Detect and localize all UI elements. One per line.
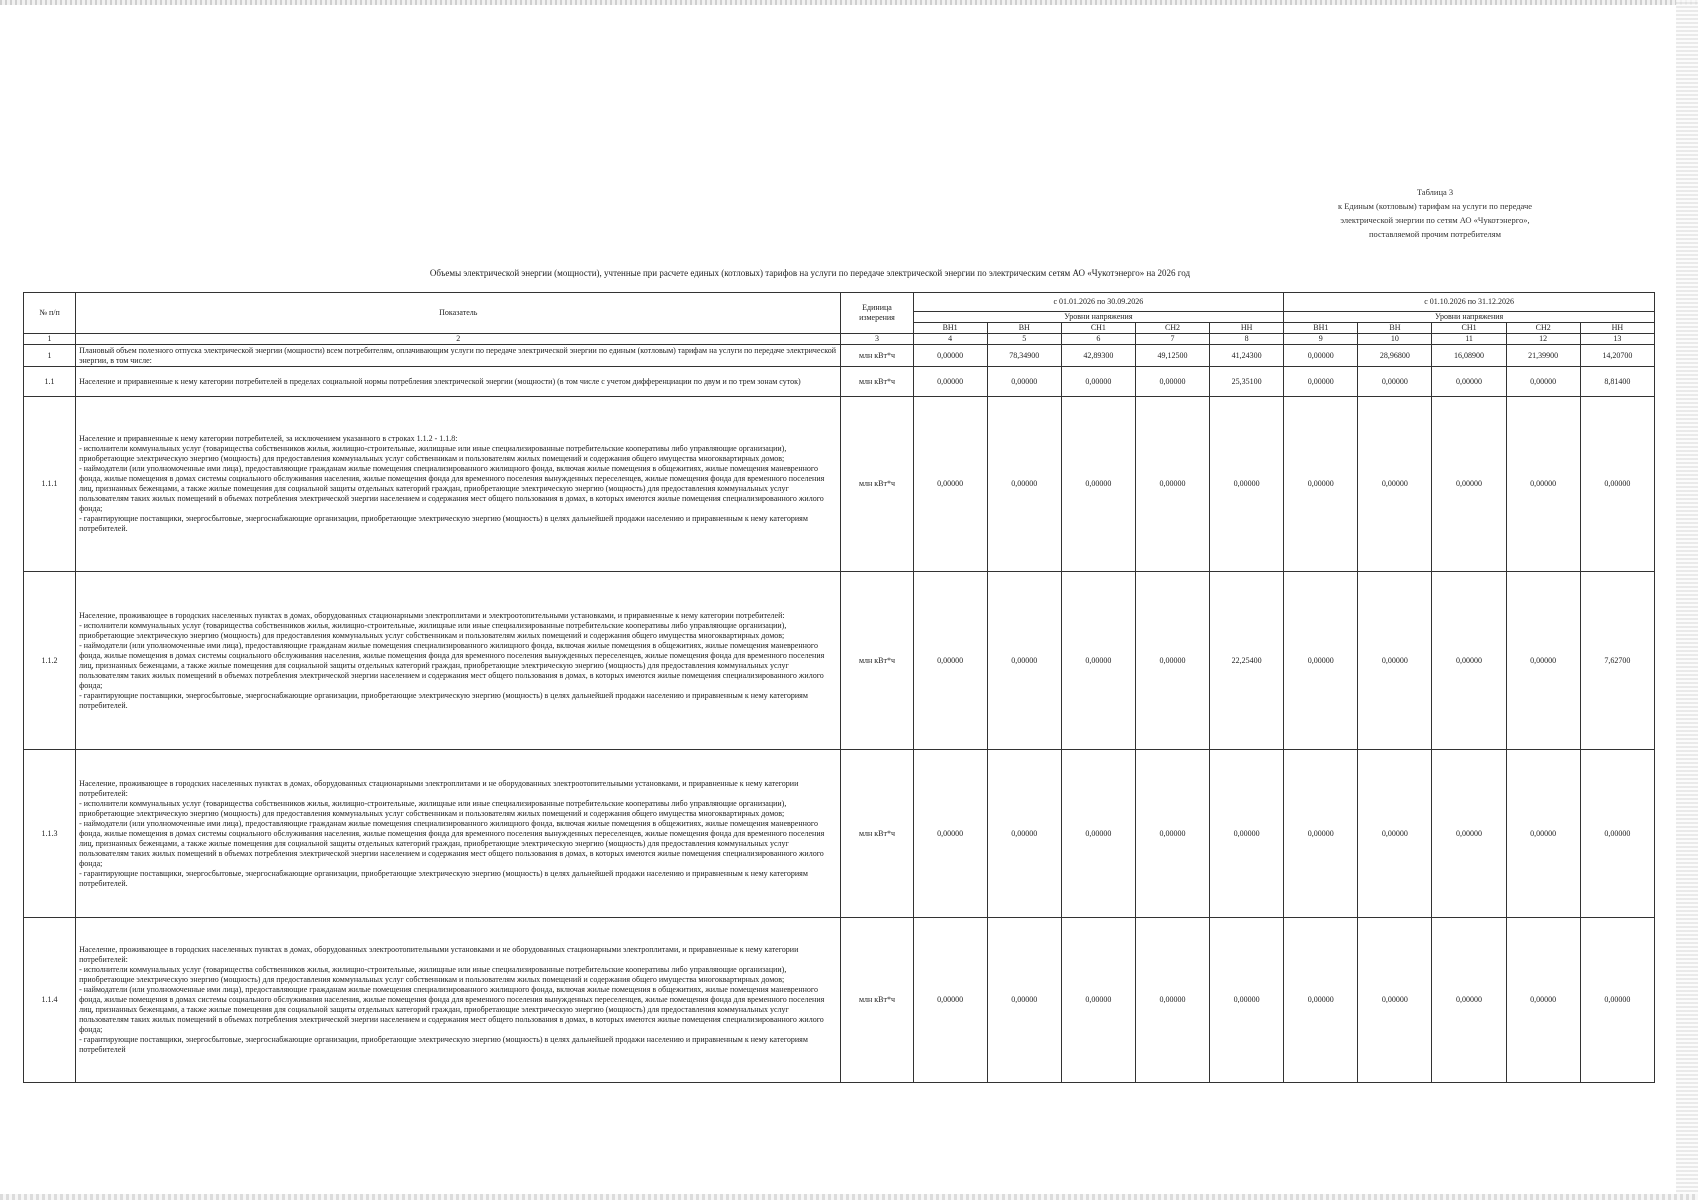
value-cell: 0,00000: [1506, 750, 1580, 918]
column-index: 1: [24, 334, 76, 345]
voltage-header: ВН: [987, 323, 1061, 334]
value-cell: 0,00000: [1284, 750, 1358, 918]
voltage-header: НН: [1210, 323, 1284, 334]
row-indicator: [76, 750, 841, 918]
value-cell: 0,00000: [987, 397, 1061, 572]
table-row: [24, 397, 1655, 572]
value-cell: 0,00000: [1135, 750, 1209, 918]
value-cell: 0,00000: [913, 345, 987, 367]
value-cell: 0,00000: [1506, 397, 1580, 572]
header-indicator: Показатель: [76, 293, 841, 334]
column-index: 13: [1580, 334, 1654, 345]
value-cell: 0,00000: [1210, 918, 1284, 1083]
header-levels-2: Уровни напряжения: [1284, 312, 1655, 323]
table-caption: [1290, 185, 1580, 241]
value-cell: 0,00000: [1284, 345, 1358, 367]
row-number: 1.1: [24, 367, 76, 397]
table-row: [24, 345, 1655, 367]
column-index: 12: [1506, 334, 1580, 345]
value-cell: 78,34900: [987, 345, 1061, 367]
indicator-paragraph: - гарантирующие поставщики, энергосбытовые, энергоснабжающие организации, приобретающие электрическую энергию (мощность) в целях дальнейшей продажи населению и приравненным к нему категориям потребителей.: [79, 868, 808, 888]
document-title: Объемы электрической энергии (мощности), учтенные при расчете единых (котловых) тарифов на услуги по передаче электрической энергии по электрическим сетям АО «Чукотэнерго» на 2026 год: [429, 268, 1191, 278]
row-unit: млн кВт*ч: [841, 367, 913, 397]
indicator-paragraph: - гарантирующие поставщики, энергосбытовые, энергоснабжающие организации, приобретающие электрическую энергию (мощность) в целях дальнейшей продажи населению и приравненным к нему категориям потребителей: [79, 1035, 808, 1054]
value-cell: 22,25400: [1210, 572, 1284, 750]
table-header: [24, 293, 1655, 345]
value-cell: 0,00000: [1210, 397, 1284, 572]
value-cell: 16,08900: [1432, 345, 1506, 367]
caption-line: Таблица 3: [1416, 187, 1454, 197]
caption-line: электрической энергии по сетям АО «Чукотэнерго»,: [1340, 215, 1530, 225]
value-cell: 28,96800: [1358, 345, 1432, 367]
value-cell: 42,89300: [1061, 345, 1135, 367]
voltage-header: НН: [1580, 323, 1654, 334]
value-cell: 0,00000: [1580, 918, 1654, 1083]
row-indicator: [76, 345, 841, 367]
value-cell: 0,00000: [1506, 367, 1580, 397]
voltage-header: СН1: [1432, 323, 1506, 334]
column-index-row: [24, 334, 1655, 345]
column-index: 6: [1061, 334, 1135, 345]
voltage-header: ВН1: [1284, 323, 1358, 334]
column-index: 4: [913, 334, 987, 345]
column-index: 11: [1432, 334, 1506, 345]
indicator-paragraph: - исполнители коммунальных услуг (товарищества собственников жилья, жилищно-строительные, жилищные или иные специализированные потребительские кооперативы либо управляющие организации), приобретающие электрическую энергию (мощность) для предоставления коммунальных услуг собственникам и пользователям жилых помещений и содержания общего имущества многоквартирных домов;: [79, 444, 787, 463]
row-indicator: [76, 572, 841, 750]
indicator-paragraph: Население, проживающее в городских населенных пунктах в домах, оборудованных электроотопительными установками и не оборудованных стационарными электроплитами, и приравненные к нему категории потребителей:: [79, 945, 799, 964]
indicator-paragraph: - гарантирующие поставщики, энергосбытовые, энергоснабжающие организации, приобретающие электрическую энергию (мощность) в целях дальнейшей продажи населению и приравненным к нему категориям потребителей.: [79, 690, 808, 710]
value-cell: 0,00000: [1061, 918, 1135, 1083]
indicator-paragraph: - гарантирующие поставщики, энергосбытовые, энергоснабжающие организации, приобретающие электрическую энергию (мощность) в целях дальнейшей продажи населению и приравненным к нему категориям потребителей.: [79, 514, 808, 533]
value-cell: 0,00000: [987, 572, 1061, 750]
header-levels-1: Уровни напряжения: [913, 312, 1284, 323]
value-cell: 0,00000: [1284, 572, 1358, 750]
value-cell: 0,00000: [1506, 572, 1580, 750]
column-index: 8: [1210, 334, 1284, 345]
value-cell: 0,00000: [1358, 750, 1432, 918]
value-cell: 7,62700: [1580, 572, 1654, 750]
table-row: [24, 918, 1655, 1083]
row-number: 1.1.4: [24, 918, 76, 1083]
value-cell: 0,00000: [1432, 918, 1506, 1083]
value-cell: 0,00000: [913, 397, 987, 572]
value-cell: 21,39900: [1506, 345, 1580, 367]
value-cell: 0,00000: [913, 367, 987, 397]
value-cell: 0,00000: [1061, 572, 1135, 750]
column-index: 7: [1135, 334, 1209, 345]
value-cell: 0,00000: [1284, 397, 1358, 572]
indicator-paragraph: - исполнители коммунальных услуг (товарищества собственников жилья, жилищно-строительные, жилищные или иные специализированные потребительские кооперативы либо управляющие организации), приобретающие электрическую энергию (мощность) для предоставления коммунальных услуг собственникам и пользователям жилых помещений и содержания общего имущества многоквартирных домов;: [79, 620, 787, 640]
voltage-header: ВН1: [913, 323, 987, 334]
header-unit: Единица измерения: [841, 293, 913, 334]
value-cell: 0,00000: [1135, 572, 1209, 750]
row-indicator: [76, 918, 841, 1083]
table-body: [24, 345, 1655, 1083]
indicator-paragraph: Население и приравненные к нему категории потребителей в пределах социальной нормы потребления электрической энергии (мощности) (в том числе с учетом дифференциации по двум и по трем зонам суток): [79, 376, 801, 386]
value-cell: 0,00000: [1358, 572, 1432, 750]
row-number: 1.1.1: [24, 397, 76, 572]
table-row: [24, 750, 1655, 918]
row-number: 1.1.2: [24, 572, 76, 750]
indicator-paragraph: Население, проживающее в городских населенных пунктах в домах, оборудованных стационарными электроплитами и электроотопительными установками, и приравненные к нему категории потребителей:: [79, 610, 785, 620]
voltage-header: СН2: [1506, 323, 1580, 334]
value-cell: 0,00000: [1358, 397, 1432, 572]
value-cell: 25,35100: [1210, 367, 1284, 397]
header-period-2: с 01.10.2026 по 31.12.2026: [1284, 293, 1655, 312]
header-num: № п/п: [24, 293, 76, 334]
volumes-table: [23, 292, 1655, 1083]
header-period-1: с 01.01.2026 по 30.09.2026: [913, 293, 1284, 312]
value-cell: 0,00000: [913, 918, 987, 1083]
column-index: 9: [1284, 334, 1358, 345]
value-cell: 0,00000: [1284, 918, 1358, 1083]
value-cell: 0,00000: [987, 918, 1061, 1083]
value-cell: 0,00000: [1432, 397, 1506, 572]
value-cell: 0,00000: [1432, 750, 1506, 918]
indicator-paragraph: - наймодатели (или уполномоченные ими лица), предоставляющие гражданам жилые помещения специализированного жилищного фонда, включая жилые помещения в общежитиях, жилые помещения маневренного фонда, жилые помещения в домах системы социального обслуживания населения, жилые помещения фонда для временного поселения вынужденных переселенцев, жилые помещения фонда для временного поселения лиц, признанных беженцами, а также жилые помещения для социальной защиты отдельных категорий граждан, приобретающие электрическую энергию (мощность) для предоставления коммунальных услуг пользователям таких жилых помещений в объемах потребления электрической энергии населением и содержания мест общего пользования в домах, в которых имеются жилые помещения специализированного жилого фонда;: [79, 640, 825, 690]
indicator-paragraph: - исполнители коммунальных услуг (товарищества собственников жилья, жилищно-строительные, жилищные или иные специализированные потребительские кооперативы либо управляющие организации), приобретающие электрическую энергию (мощность) для предоставления коммунальных услуг собственникам и пользователям жилых помещений и содержания общего имущества многоквартирных домов;: [79, 965, 787, 984]
row-number: 1: [24, 345, 76, 367]
value-cell: 0,00000: [1432, 367, 1506, 397]
column-index: 3: [841, 334, 913, 345]
voltage-header: СН2: [1135, 323, 1209, 334]
value-cell: 0,00000: [1358, 918, 1432, 1083]
value-cell: 0,00000: [987, 750, 1061, 918]
value-cell: 0,00000: [987, 367, 1061, 397]
row-unit: млн кВт*ч: [841, 397, 913, 572]
value-cell: 0,00000: [1506, 918, 1580, 1083]
indicator-paragraph: Плановый объем полезного отпуска электрической энергии (мощности) всем потребителям, оплачивающим услуги по передаче электрической энергии по единым (котловым) тарифам на услуги по передаче электрической энергии, в том числе:: [79, 345, 837, 365]
row-unit: млн кВт*ч: [841, 345, 913, 367]
value-cell: 0,00000: [1061, 750, 1135, 918]
value-cell: 0,00000: [1432, 572, 1506, 750]
table-row: [24, 367, 1655, 397]
indicator-paragraph: - наймодатели (или уполномоченные ими лица), предоставляющие гражданам жилые помещения специализированного жилищного фонда, включая жилые помещения в общежитиях, жилые помещения маневренного фонда, жилые помещения в домах системы социального обслуживания населения, жилые помещения фонда для временного поселения вынужденных переселенцев, жилые помещения фонда для временного поселения лиц, признанных беженцами, а также жилые помещения для социальной защиты отдельных категорий граждан, приобретающие электрическую энергию (мощность) для предоставления коммунальных услуг пользователям таких жилых помещений в объемах потребления электрической энергии населением и содержания мест общего пользования в домах, в которых имеются жилые помещения специализированного жилого фонда;: [79, 818, 825, 868]
value-cell: 0,00000: [1135, 397, 1209, 572]
row-indicator: [76, 397, 841, 572]
indicator-paragraph: - наймодатели (или уполномоченные ими лица), предоставляющие гражданам жилые помещения специализированного жилищного фонда, включая жилые помещения в общежитиях, жилые помещения маневренного фонда, жилые помещения в домах системы социального обслуживания населения, жилые помещения фонда для временного поселения вынужденных переселенцев, жилые помещения фонда для временного поселения лиц, признанных беженцами, а также жилые помещения для социальной защиты отдельных категорий граждан, приобретающие электрическую энергию (мощность) для предоставления коммунальных услуг пользователям таких жилых помещений в объемах потребления электрической энергии населением и содержания мест общего пользования в домах, в которых имеются жилые помещения специализированного жилого фонда;: [79, 985, 825, 1034]
voltage-header: СН1: [1061, 323, 1135, 334]
caption-line: поставляемой прочим потребителям: [1368, 229, 1502, 239]
column-index: 10: [1358, 334, 1432, 345]
column-index: 5: [987, 334, 1061, 345]
row-indicator: [76, 367, 841, 397]
value-cell: 0,00000: [1061, 397, 1135, 572]
value-cell: 0,00000: [913, 750, 987, 918]
value-cell: 41,24300: [1210, 345, 1284, 367]
scan-edge-right: [1676, 0, 1698, 1200]
scan-edge-top: [0, 0, 1698, 5]
value-cell: 0,00000: [1135, 367, 1209, 397]
caption-line: к Единым (котловым) тарифам на услуги по передаче: [1337, 201, 1533, 211]
value-cell: 0,00000: [913, 572, 987, 750]
indicator-paragraph: - наймодатели (или уполномоченные ими лица), предоставляющие гражданам жилые помещения специализированного жилищного фонда, включая жилые помещения в общежитиях, жилые помещения маневренного фонда, жилые помещения в домах системы социального обслуживания населения, жилые помещения фонда для временного поселения вынужденных переселенцев, жилые помещения фонда для временного поселения лиц, признанных беженцами, а также жилые помещения для социальной защиты отдельных категорий граждан, приобретающие электрическую энергию (мощность) для предоставления коммунальных услуг пользователям таких жилых помещений в объемах потребления электрической энергии населением и содержания мест общего пользования в домах, в которых имеются жилые помещения специализированного жилого фонда;: [79, 464, 825, 513]
indicator-paragraph: Население и приравненные к нему категории потребителей, за исключением указанного в строках 1.1.2 - 1.1.8:: [79, 434, 458, 443]
row-unit: млн кВт*ч: [841, 750, 913, 918]
indicator-paragraph: - исполнители коммунальных услуг (товарищества собственников жилья, жилищно-строительные, жилищные или иные специализированные потребительские кооперативы либо управляющие организации), приобретающие электрическую энергию (мощность) для предоставления коммунальных услуг собственникам и пользователям жилых помещений и содержания общего имущества многоквартирных домов;: [79, 798, 787, 818]
value-cell: 49,12500: [1135, 345, 1209, 367]
table-row: [24, 572, 1655, 750]
value-cell: 0,00000: [1580, 750, 1654, 918]
value-cell: 0,00000: [1135, 918, 1209, 1083]
value-cell: 0,00000: [1061, 367, 1135, 397]
row-number: 1.1.3: [24, 750, 76, 918]
indicator-paragraph: Население, проживающее в городских населенных пунктах в домах, оборудованных стационарными электроплитами и не оборудованных электроотопительными установками, и приравненные к нему категории потребителей:: [79, 778, 799, 798]
voltage-header: ВН: [1358, 323, 1432, 334]
scan-edge-bottom: [0, 1194, 1698, 1200]
value-cell: 0,00000: [1284, 367, 1358, 397]
value-cell: 0,00000: [1210, 750, 1284, 918]
column-index: 2: [76, 334, 841, 345]
value-cell: 14,20700: [1580, 345, 1654, 367]
value-cell: 0,00000: [1358, 367, 1432, 397]
row-unit: млн кВт*ч: [841, 572, 913, 750]
value-cell: 0,00000: [1580, 397, 1654, 572]
value-cell: 8,81400: [1580, 367, 1654, 397]
row-unit: млн кВт*ч: [841, 918, 913, 1083]
